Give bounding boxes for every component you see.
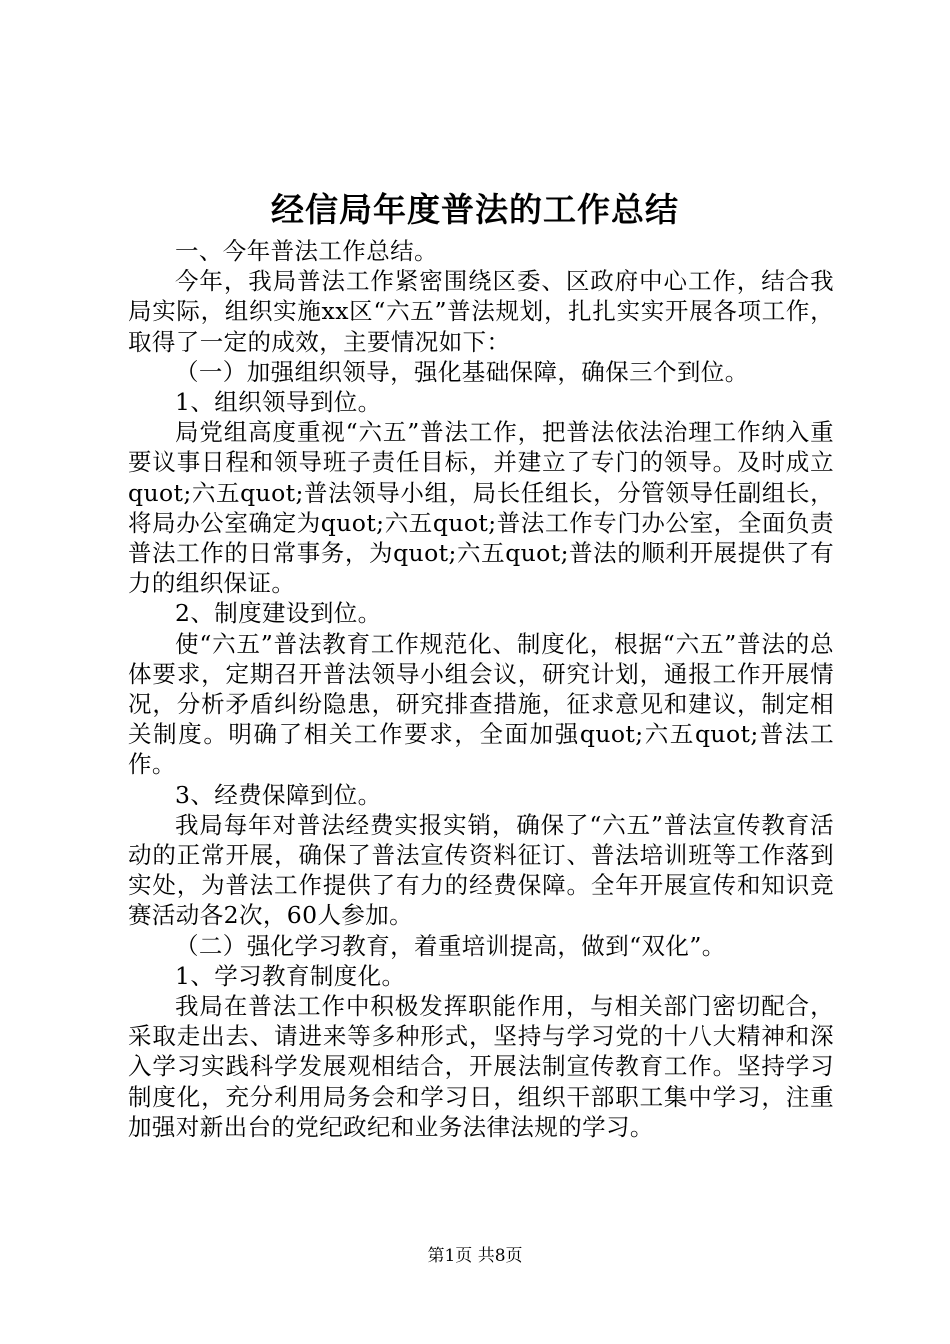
- paragraph: 1、组织领导到位。: [175, 388, 382, 417]
- paragraph: 我局在普法工作中积极发挥职能作用，与相关部门密切配合，采取走出去、请进来等多种形式，坚持与学习党的十八大精神和深入学习实践科学发展观相结合，开展法制宣传教育工作。坚持学习制度化，充分利用局务会和学习日，组织干部职工集中学习，注重加强对新出台的党纪政纪和业务法律法规的学习。: [128, 992, 834, 1141]
- paragraph: 局党组高度重视“六五”普法工作，把普法依法治理工作纳入重要议事日程和领导班子责任目标，并建立了专门的领导。及时成立quot;六五quot;普法领导小组，局长任组长，分管领导任副组长，将局办公室确定为quot;六五quot;普法工作专门办公室，全面负责普法工作的日常事务，为quot;六五quot;普法的顺利开展提供了有力的组织保证。: [128, 418, 834, 598]
- paragraph: 我局每年对普法经费实报实销，确保了“六五”普法宣传教育活动的正常开展，确保了普法宣传资料征订、普法培训班等工作落到实处，为普法工作提供了有力的经费保障。全年开展宣传和知识竞赛活动各2次，60人参加。: [128, 810, 834, 930]
- paragraph: （二）强化学习教育，着重培训提高，做到“双化”。: [175, 931, 726, 960]
- paragraph: 2、制度建设到位。: [175, 599, 382, 628]
- document-title: 经信局年度普法的工作总结: [271, 190, 679, 229]
- paragraph: （一）加强组织领导，强化基础保障，确保三个到位。: [175, 357, 749, 386]
- page-footer: 第1页 共8页: [427, 1246, 523, 1266]
- paragraph: 3、经费保障到位。: [175, 780, 382, 809]
- paragraph: 今年，我局普法工作紧密围绕区委、区政府中心工作，结合我局实际，组织实施xx区“六五”普法规划，扎扎实实开展各项工作，取得了一定的成效，主要情况如下：: [128, 267, 834, 356]
- document-body: [128, 236, 834, 1142]
- paragraph: 使“六五”普法教育工作规范化、制度化，根据“六五”普法的总体要求，定期召开普法领导小组会议，研究计划，通报工作开展情况，分析矛盾纠纷隐患，研究排查措施，征求意见和建议，制定相关制度。明确了相关工作要求，全面加强quot;六五quot;普法工作。: [128, 629, 834, 779]
- paragraph: 一、今年普法工作总结。: [175, 237, 438, 265]
- paragraph: 1、学习教育制度化。: [175, 961, 406, 990]
